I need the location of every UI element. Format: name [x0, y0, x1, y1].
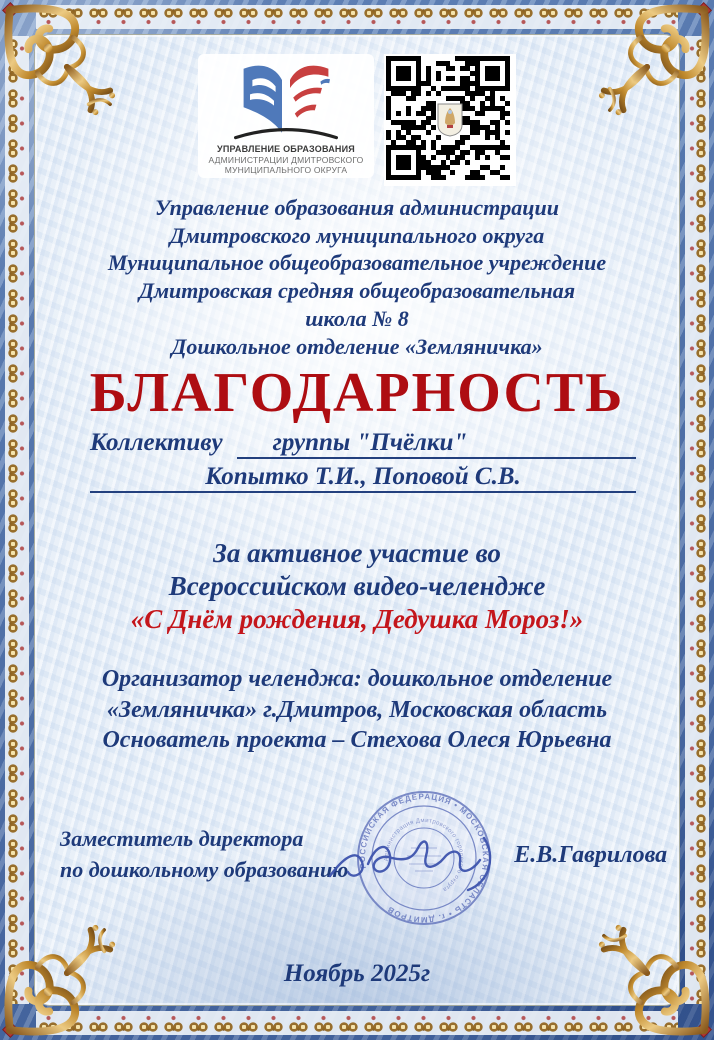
border-pattern-left [5, 36, 29, 1004]
recipient-line-1: группы "Пчёлки" [237, 429, 636, 459]
header-logos [34, 54, 680, 186]
border-pattern-right [685, 36, 709, 1004]
certificate-date: Ноябрь 2025г [283, 960, 431, 988]
org-line: Дошкольное отделение «Земляничка» [171, 333, 543, 359]
signee-role-line-1: Заместитель директора [60, 826, 304, 852]
certificate-title: БЛАГОДАРНОСТЬ [89, 362, 625, 425]
reason-line-3: «С Днём рождения, Дедушка Мороз!» [130, 603, 584, 634]
open-book-icon [211, 56, 361, 144]
recipient-line-2: Копытко Т.И., Поповой С.В. [90, 463, 636, 493]
recipient-block [34, 429, 680, 493]
org-line: Муниципальное общеобразовательное учреждение [107, 250, 607, 276]
organizer-line: Организатор челенджа: дошкольное отделение [101, 665, 613, 692]
organization-header [34, 194, 680, 360]
signee-name: Е.В.Гаврилова [514, 841, 668, 868]
organizer-line: Основатель проекта – Стехова Олеся Юрьевна [102, 727, 612, 754]
award-reason [34, 537, 680, 636]
certificate-content [34, 34, 680, 1006]
signee-role [60, 824, 348, 886]
org-line: школа № 8 [305, 305, 409, 331]
reason-line-2: Всероссийском видео-челендже [168, 571, 546, 602]
dmitrov-coat-of-arms-icon [437, 103, 463, 137]
reason-line-1: За активное участие во [213, 538, 501, 569]
signature-row [34, 780, 680, 930]
official-stamp [318, 784, 530, 934]
signee-role-line-2: по дошкольному образованию [60, 857, 349, 883]
border-pattern-bottom [36, 1011, 678, 1035]
logo-caption [200, 144, 372, 175]
org-line: Дмитровская средняя общеобразовательная [138, 278, 576, 304]
org-line: Дмитровского муниципального округа [169, 222, 545, 248]
recipient-label: Коллективу [90, 429, 223, 457]
organizer-line: «Земляничка» г.Дмитров, Московская область [106, 696, 608, 723]
border-pattern-top [36, 5, 678, 29]
logo-subtitle-2: МУНИЦИПАЛЬНОГО ОКРУГА [224, 164, 348, 175]
org-line: Управление образования администрации [154, 195, 559, 220]
education-department-logo [198, 54, 374, 178]
stamp-inner-text: Администрация Дмитровского городского округа [384, 818, 465, 893]
stamp-ring-text: РОССИЙСКАЯ ФЕДЕРАЦИЯ • МОСКОВСКАЯ ОБЛАСТЬ • г. ДМИТРОВ [358, 792, 491, 925]
logo-subtitle-1: АДМИНИСТРАЦИИ ДМИТРОВСКОГО [208, 154, 364, 165]
qr-code [384, 54, 516, 186]
logo-title: УПРАВЛЕНИЕ ОБРАЗОВАНИЯ [217, 144, 355, 154]
organizer-block [34, 664, 680, 756]
